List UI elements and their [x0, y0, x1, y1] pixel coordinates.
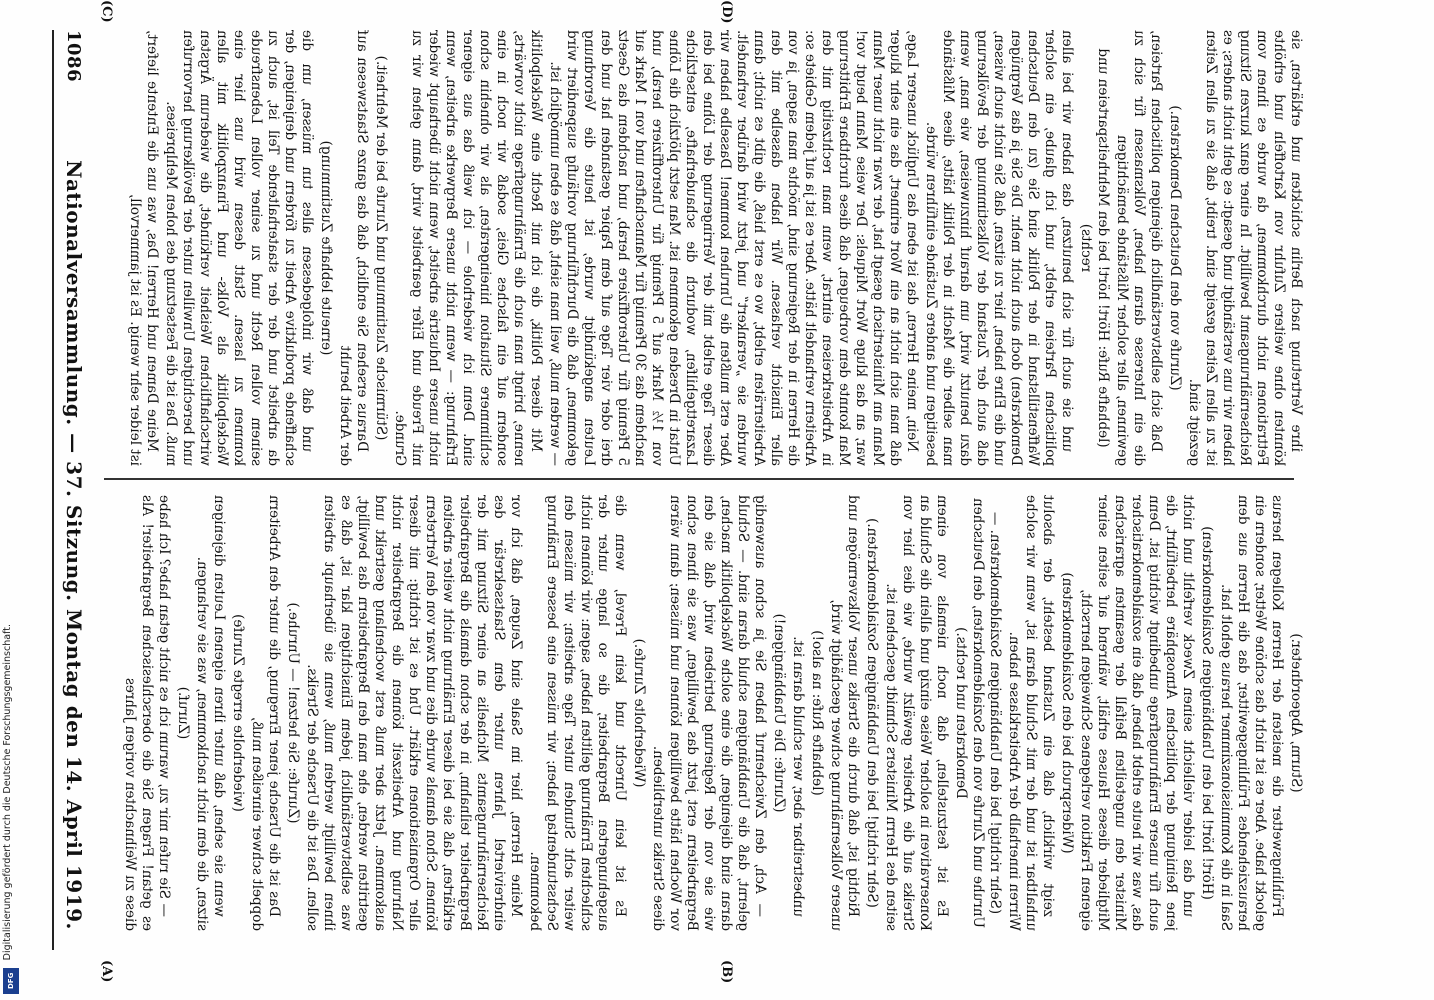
header-rule	[52, 30, 54, 950]
margin-mark-b: (B)	[719, 960, 734, 984]
paragraph: (Sehr richtig! bei den Unabhängigen Sozialdemokraten.)	[864, 518, 880, 908]
margin-mark-c: (C)	[99, 0, 114, 23]
paragraph: Nein, meine Herren, das ist eben das Unglück unserer Lage, daß man sich nicht an ein Wort erinnert, das ein sehr kluger Mann am Ministertisch gesagt hat, der zwar nicht unser Mann war, an das kluge Wort Miquels: Der weise Mann beugt vor! Man konnte dem vorbeugen, daß diese furchtbare Erbitterung in Arbeiterkreisen eintrat, wenn man rechtzeitig mit den Arbeitern verhandelt hätte. Aber es ist ja auf jedem Gebiete so: die Herren in der Regierung sind, möchte man sagen, ja von aller Einsicht verlassen. Wir haben dasselbe mit den Arbeiterräten erlebt, wo es erst hieß, die gibt es nicht; dann wurden sie „verankert“ und jetzt wird darüber verhandelt. Aber erst mußten die Unruhen kommen! Dasselbe haben wir dieser Tage erlebt mit der Verringerung der Löhne bei den Lazarettgehilfen, wodurch die schauderhafte, entsetzliche Untat in Dresden gekommen ist. Man setzt plötzlich die Löhne von 1½ Mark auf 5 Pfennig für Unteroffiziere herab, und nachdem das 30 Pfennig für Mannschaften und von 1 Mark auf 5 Pfennig für Unteroffiziere herab, und nachdem das Gesetz drei oder vier Tage auf dem Papier gestanden hat und den Leuten angekündigt wurde, ist heute die Verordnung gekommen, daß die Durchführung vorläufig suspendiert wird — werden muß, weil man sieht, daß es eben unmöglich ist.	[547, 30, 920, 466]
paragraph: (Stürmische Zustimmung und Zurufe bei der Mehrheit.)	[373, 55, 389, 441]
margin-mark-a: (A)	[99, 960, 114, 983]
paragraph: (Hört! hört! bei den Unabhängigen Sozialdemokraten)	[1199, 526, 1215, 900]
digitization-credit: Digitalisierung gefördert durch die Deutsche Forschungsgemeinschaft.	[2, 623, 13, 960]
right-column	[99, 30, 1304, 466]
paragraph: zeigt wirklich, daß ein Zustand besteht, der absolut unhaltbar ist und der mit Schuld daran ist, wenn wir solche Wirren innerhalb der Arbeiterklasse haben.	[1006, 495, 1056, 931]
paragraph: ihre Vertretung nach Berlin schickten und erklärten, sie könnten ohne weitere Zufuhr von Kartoffeln und erhöhte Fettrationen nicht durchkommen, da wurde es ihnen vom Reichsernährungsamt bewilligt. In einer ganz kurzen Sitzung haben wir uns verständigt und gesagt: es geht nicht anders; es ist zu allen Zeiten gezeigt sind. treibt, daß sie zu allen Zeiten gezeigt sind.	[1186, 30, 1304, 466]
paragraph: und daß wir infolgedessen alles tun müssen, um die schaffende produktive Arbeit zu fördern und denjenigen, der da arbeitet und der der staaterhaltende Teil ist, auch zu seinem vollen Recht und zu seiner vollen Lebensfreude kommen zu lassen. Statt dessen wird uns hier eine Wackelpolitik als Volks- und Finanzpolitik mit allen wirtschaftlichen Weisheit verkündet, die wiederum Ärgsten und berechtigten Unwillen unter der Bevölkerung hervorrufen muß. Das ist die Festsetzung des hohen Mehlpreises.	[163, 30, 315, 466]
digitization-sidebar	[0, 0, 24, 1000]
paragraph: Richtig ist, daß durch die Streiks unser Volksvermögen und unsere Volksernährung schwer geschädigt wird,	[828, 495, 861, 931]
paragraph: (Zurufe: Sie hetzen! — Unruhe.)	[285, 602, 301, 824]
paragraph: (erneute lebhafte Zustimmung)	[318, 140, 334, 356]
paragraph: wenn sie sehen, daß unter ihren eigenen Leuten diejenigen sitzen, die dem nicht nachkommen, was sie verlangen.	[194, 495, 227, 931]
paragraph: Meine Damen und Herren! Das, was uns die Entente liefert, ist leider sehr wenig. Es ist jammervoll,	[127, 30, 160, 466]
paragraph: (lebhafte Rufe: na also!)	[809, 630, 825, 796]
paragraph: und das leider vielleicht seinen Zweck verfehlt und nicht jene Reinigung der politischen Atmosphäre herbeiführt, die auch für unsere Ernährungsfrage unbedingt wichtig ist. Denn das, was wir heute erlebt haben, daß ein sozialdemokratischer Minister den ungeteilten Beifall der gesamten agrarischen Mitglieder dieses Hauses erhält, während auf seiten seiner eigenen Fraktion verlegenes Schweigen herrscht,	[1078, 495, 1196, 931]
paragraph: (Zurufe: Die Unabhängigen!)	[771, 613, 787, 813]
paragraph: (Widerspruch bei den Sozialdemokraten)	[1059, 572, 1075, 854]
paragraph: Daß sich selbstverständlich diejenigen politischen Parteien, die ein Interesse daran haben, Volksmassen für sich zu gewinnen, aller solcher Mißstände bemächtigen	[1114, 30, 1164, 466]
dfg-logo: DFG	[3, 968, 19, 994]
paragraph: (Zuruf.)	[175, 686, 191, 740]
left-column	[99, 495, 1304, 931]
paragraph: (Wiederholte Zurufe.)	[631, 638, 647, 788]
paragraph: (Sehr richtig! bei den Unabhängigen Sozialdemokraten. — Unruhe und Zurufe von den Sozialdemokraten, den Deutschen Demokraten und rechts.)	[953, 498, 1003, 928]
paragraph: Es ist festzustellen, daß noch niemals von einem Konservativen in solcher Weise einzig und allein die Schuld an Streiks auf die Arbeiter gewälzt wurde, wie dies hier von seiten des Herrn Ministers Schmidt geschehen ist.	[883, 495, 950, 931]
paragraph: (Sturm, Abgeordneter.)	[1288, 633, 1304, 793]
paragraph: (wiederholte erregte Zurufe)	[230, 614, 246, 812]
paragraph: und sie auch für sich benutzen, das haben wir bei allen politischen Parteien erlebt, und ich glaube, ein solcher Waffenstillstand in der Politik sind Sie (zu den Deutschen Demokraten) doch auch nicht mehr. Die Sie ja das Vergnügen und die Ehre haben, hier zu sitzen, daß Sie nicht auch wissen, daß auch der Zustand der Volksstimmung der Bevölkerung dazu benutzt wird, um darauf hinzuweisen, wie man, wenn man selber die Macht in der Politik hätte, diese Mißstände beseitigen und andere Zustände einführen würde.	[923, 30, 1075, 466]
paragraph: Das ist die Ursache jener Erregung, die unter den Arbeitern doppelt schwer einreißen muß,	[249, 495, 282, 931]
paragraph: Meine Herren, hier im Saale sind Zeugen, daß ich vor eindreiviertel Jahren unter dem Staatssekretär des Reichsernährungsamts Michaelis an einer Sitzung mit der Bergarbeiter teilnahm, in der schon damals die Bergarbeiter erklärten, daß sie bei dieser Ernährung nicht weiter arbeiten können. Schon damals wurde dies und zwar von den Vertretern aller Organisationen erklärt. Und es ist richtig: mit dieser Nahrung und Arbeitszeit können die Bergarbeiter nicht auskommen. Jetzt aber muß erst wochenlang gestreikt und gestritten werden, ehe man den Bergarbeitern das bewilligt, was selbstverständlich jedem Einsichtigen klar ist, daß es ihnen bewilligt werden muß, wenn sie überhaupt arbeiten sollen. Das ist die Ursache der Streiks.	[304, 495, 524, 931]
paragraph: — Ach, den Zwischenruf haben Sie ja schon auswendig gelernt, daß die Unabhängigen schuld daran sind. — Schuld daran sind diejenigen, die eine solche Wackelpolitik machen, wie sie von der Regierung betrieben wird, daß sie den Bergarbeitern erst jetzt das bewilligen, was sie ihnen schon vor Wochen hätte bewilligen können und müssen; dann wären diese Streiks unterblieben.	[650, 495, 768, 931]
paragraph: Daraus ersehen Sie endlich, daß das ganze Staatswesen auf der Arbeit beruht	[337, 30, 370, 466]
paragraph: — Sie rufen mir zu, warum ich es nicht getan habe? Ich habe es getan! Fragen Sie die oberschlesischen Bergarbeiter! Als diese zu Weihnachten vorigen Jahres	[122, 495, 172, 931]
page-number: 1086	[63, 30, 85, 83]
paragraph: Es ist kein Unrecht und kein Frevel, wenn die ausgehungerten Bergarbeiter, die so lange unter der schlechten Ernährung gelitten haben, sagen: wir können nicht weiter acht Stunden unter Tage arbeiten; wir müssen den Sechsstundentag haben; wir müssen eine bessere Ernährung bekommen.	[527, 495, 628, 931]
running-title: Nationalversammlung. — 37. Sitzung. Montag den 14. April 1919.	[62, 160, 86, 930]
paragraph: Frühlingswetter die meisten der Herren Kollegen heraus gelockt habe. Aber es ist nicht das schöne Wetter, sondern ein herausziehendes Frühlingsgewitter, das die Herren aus dem Saal in die Kommissionszimmer heraus geholt hat.	[1218, 495, 1285, 931]
paragraph: unbestreitbar aber, wer schuld daran ist.	[790, 636, 806, 917]
column-divider	[104, 478, 1294, 480]
margin-mark-d: (D)	[719, 0, 734, 24]
paragraph: Mit dieser Politik, die ich mit Recht eine Wackelpolitik nenne, bringt man auch die Ernährungsfrage nicht vorwärts, sondern auf ein falsches Gleis, sodaß wir noch in eine schlimmere Situation hineingeraten, als wir ohnehin schon sind. Denn ich wiederhole — ich weiß das aus eigener Erfahrung: — wenn nicht unsere Bergwerke arbeiten, wenn nicht unsere Industrie arbeitet, wenn nicht überhaupt wieder mit Freude und Eifer gearbeitet wird, dann gehen wir zu Grunde.	[392, 30, 544, 466]
paragraph: (lebhafte Rufe: Hört! hört! bei den Mehrheitsparteien und rechts)	[1078, 48, 1111, 448]
page-header	[54, 30, 94, 930]
paragraph: (Zurufe von den Deutschen Demokraten.)	[1167, 105, 1183, 391]
